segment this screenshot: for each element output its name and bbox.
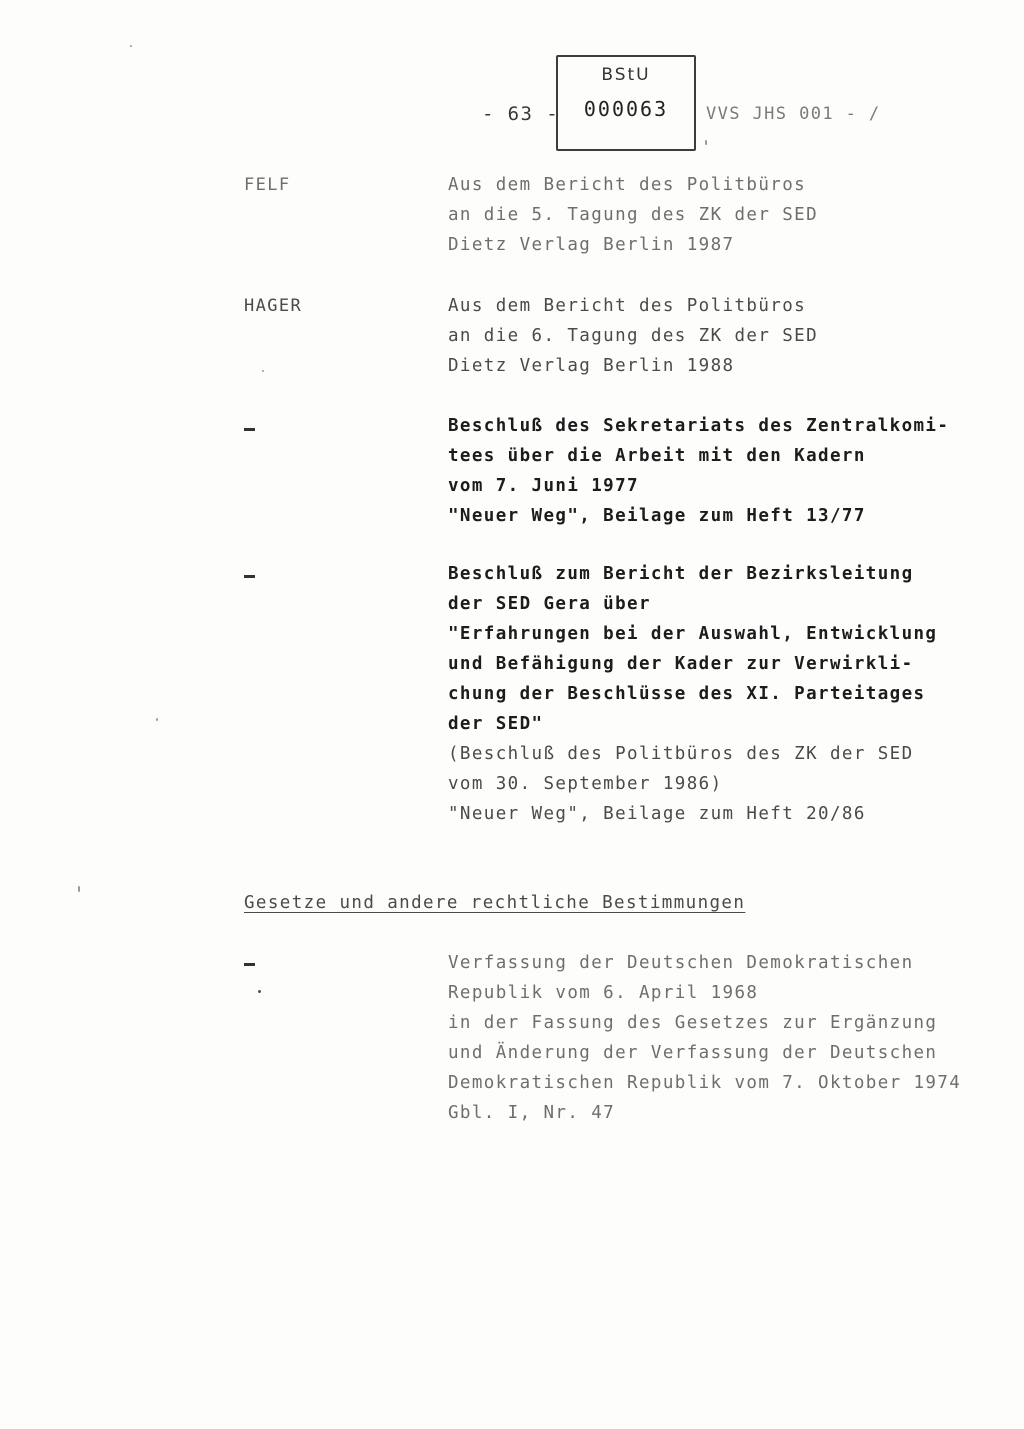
entry-line: Dietz Verlag Berlin 1988 [448,356,735,376]
entry-line: "Neuer Weg", Beilage zum Heft 13/77 [448,506,866,526]
entry-line: Aus dem Bericht des Politbüros [448,296,807,316]
reference-code: VVS JHS 001 - / [706,104,881,124]
entry-dash [244,963,255,966]
entry-line: der SED Gera über [448,594,651,614]
stamp-number: 000063 [583,97,669,121]
entry-line: Verfassung der Deutschen Demokratischen [448,953,914,973]
scan-speck [78,886,80,892]
entry-line: Aus dem Bericht des Politbüros [448,175,807,195]
entry-line: und Änderung der Verfassung der Deutschen [448,1043,938,1063]
entry-line: Gbl. I, Nr. 47 [448,1103,616,1123]
entry-dash [244,428,255,431]
scan-speck [705,140,707,145]
entry-line: an die 6. Tagung des ZK der SED [448,326,819,346]
entry-line: der SED" [448,714,544,734]
entry-author: FELF [244,175,291,195]
page-number: - 63 - [482,103,560,125]
archive-stamp [556,55,696,151]
entry-line: "Neuer Weg", Beilage zum Heft 20/86 [448,804,866,824]
entry-line: Demokratischen Republik vom 7. Oktober 1974 [448,1073,962,1093]
entry-line: Dietz Verlag Berlin 1987 [448,235,735,255]
entry-line: vom 7. Juni 1977 [448,476,639,496]
entry-line: vom 30. September 1986) [448,774,723,794]
entry-line: "Erfahrungen bei der Auswahl, Entwicklung [448,624,938,644]
entry-line: Beschluß zum Bericht der Bezirksleitung [448,564,914,584]
scan-speck [262,370,264,372]
entry-line: (Beschluß des Politbüros des ZK der SED [448,744,914,764]
entry-line: Republik vom 6. April 1968 [448,983,759,1003]
margin-dot [258,990,261,993]
entry-author: HAGER [244,296,303,316]
entry-line: Beschluß des Sekretariats des Zentralkomi- [448,416,950,436]
entry-line: und Befähigung der Kader zur Verwirkli- [448,654,914,674]
scan-speck [130,45,132,47]
stamp-label: BStU [601,65,651,85]
entry-line: tees über die Arbeit mit den Kadern [448,446,866,466]
entry-line: in der Fassung des Gesetzes zur Ergänzung [448,1013,938,1033]
entry-line: chung der Beschlüsse des XI. Parteitages [448,684,926,704]
entry-dash [244,575,255,578]
scan-speck [156,718,158,721]
entry-line: an die 5. Tagung des ZK der SED [448,205,819,225]
section-heading: Gesetze und andere rechtliche Bestimmungen [244,893,746,913]
